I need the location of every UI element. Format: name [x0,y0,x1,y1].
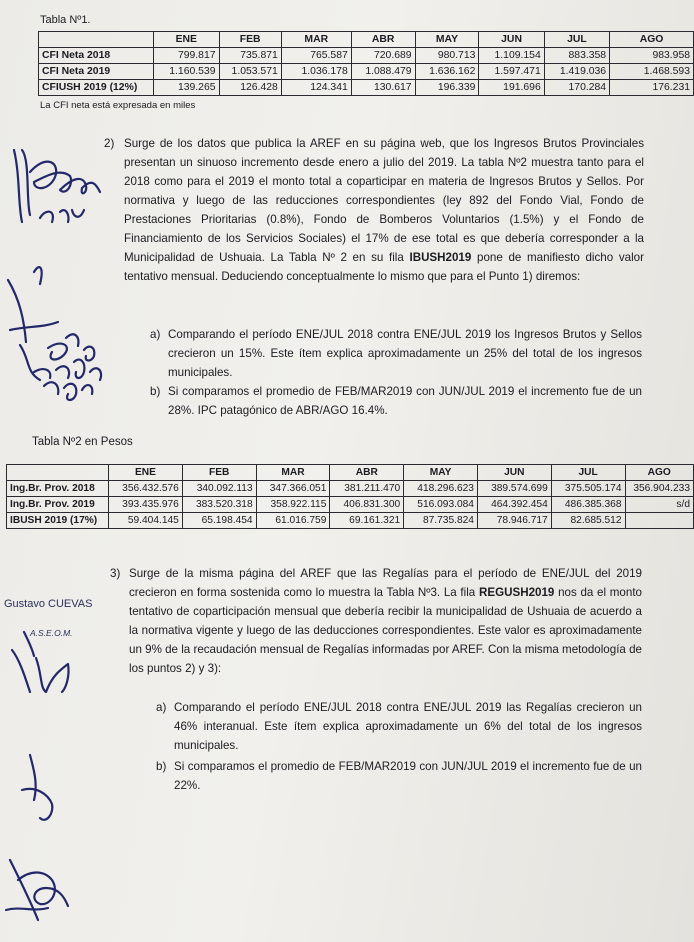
table1-cell: 1.636.162 [415,64,479,80]
table2-header-cell: ABR [330,465,404,481]
table1-header-cell: MAR [281,32,351,48]
table2-cell: 464.392.454 [477,497,551,513]
table1-header-cell: JUL [544,32,609,48]
table2-cell: 486.385.368 [551,497,625,513]
table2-header-cell: JUL [551,465,625,481]
table2-row-label: IBUSH 2019 (17%) [7,513,109,529]
table1-cell: 1.036.178 [281,64,351,80]
table1-cell: 883.358 [544,48,609,64]
table1-cell: 765.587 [281,48,351,64]
table2-cell: 381.211.470 [330,481,404,497]
table1-cell: 735.871 [219,48,281,64]
table2-header-cell: MAY [404,465,478,481]
table2-header-cell: FEB [182,465,256,481]
table1-cell: 196.339 [415,80,479,96]
table1-cell: 130.617 [351,80,415,96]
table1-row-label: CFIUSH 2019 (12%) [39,80,154,96]
table2-cell: s/d [625,497,693,513]
section2-number: 2) [104,137,115,150]
section3-number: 3) [110,567,121,580]
table1-header-cell: FEB [219,32,281,48]
table1-caption: Tabla Nº1. [40,14,91,26]
table2-cell: 340.092.113 [182,481,256,497]
handwritten-note-left [10,322,101,400]
table2-cell: 87.735.824 [404,513,478,529]
table2-row-label: Ing.Br. Prov. 2019 [7,497,109,513]
table1-header-cell: JUN [479,32,544,48]
stamp-name: Gustavo CUEVAS [4,598,93,610]
section2-keyword: IBUSH2019 [409,251,472,264]
signature-top-left [8,150,100,342]
table1-cell: 1.468.593 [610,64,694,80]
table2-header-cell: AGO [625,465,693,481]
table2-header-cell: ENE [109,465,183,481]
table2-row-label: Ing.Br. Prov. 2018 [7,481,109,497]
table2-cell: 59.404.145 [109,513,183,529]
table1-header-cell: ABR [351,32,415,48]
section3-body: Surge de la misma página del AREF que las Regalías para el período de ENE/JUL del 2019 crecieron en forma sostenida como lo muestra la Tabla Nº3. La fila REGUSH2019 nos da el monto tentativo de coparticipación mensual que debería recibir la municipalidad de Ushuaia de acuerdo a la normativa vigente y luego de las deducciones correspondientes. Este valor es aproximadamente un 9% de la recaudación mensual de Regalías informadas por AREF. Con la misma metodología de los puntos 2) y 3): [129,567,642,675]
signature-bottom-left [6,755,68,920]
table1-cell: 176.231 [610,80,694,96]
signature-middle-left [12,632,69,692]
table2-cell: 356.904.233 [625,481,693,497]
table2-caption: Tabla Nº2 en Pesos [32,436,133,448]
table1-cell: 720.689 [351,48,415,64]
table1-cell: 1.597.471 [479,64,544,80]
table1-cell: 126.428 [219,80,281,96]
table1-cell: 1.109.154 [479,48,544,64]
section2-item-b: b) Si comparamos el promedio de FEB/MAR2019 con JUN/JUL 2019 el incremento fue de un 28%. IPC patagónico de ABR/AGO 16.4%. [150,385,642,417]
table2-cell: 347.366.051 [256,481,330,497]
table2-cell: 516.093.084 [404,497,478,513]
table1-cell: 1.419.036 [544,64,609,80]
section2-body: Surge de los datos que publica la AREF en su página web, que los Ingresos Brutos Provinciales presentan un sinuoso incremento desde enero a julio del 2019. La tabla Nº2 muestra tanto para el 2018 como para el 2019 el monto total a coparticipar en materia de Ingresos Brutos y Sellos. Por normativa y luego de las reducciones correspondientes (ley 892 del Fondo Vial, Fondo de Prestaciones Prioritarias (0.8%), Fondo de Bomberos Voluntarios (1.5%) y el Fondo de Financiamiento de los Servicios Sociales) el 17% de ese total es que debería corresponder a la Municipalidad de Ushuaia. La Tabla Nº 2 en su fila IBUSH2019 pone de manifiesto dicho valor tentativo mensual. Deduciendo conceptualmente lo mismo que para el Punto 1) diremos: [124,137,644,283]
table1-cell: 124.341 [281,80,351,96]
table1-note: La CFI neta está expresada en miles [40,100,196,111]
table1-cell: 799.817 [154,48,219,64]
table1-row-label: CFI Neta 2018 [39,48,154,64]
table1-cell: 191.696 [479,80,544,96]
table1-header-cell: ENE [154,32,219,48]
table2-cell: 358.922.115 [256,497,330,513]
table1-cell: 139.265 [154,80,219,96]
table2-cell: 389.574.699 [477,481,551,497]
table2-cell: 393.435.976 [109,497,183,513]
table1-row-label: CFI Neta 2019 [39,64,154,80]
table1-cell: 980.713 [415,48,479,64]
table2-header-cell: MAR [256,465,330,481]
table1-cell: 1.088.479 [351,64,415,80]
table1-cell: 1.053.571 [219,64,281,80]
table1-cell: 170.284 [544,80,609,96]
table2-cell: 61.016.759 [256,513,330,529]
section3-keyword: REGUSH2019 [478,586,555,599]
stamp-org: A.S.E.O.M. [30,628,73,638]
table2-cell: 375.505.174 [551,481,625,497]
section3-item-b: b) Si comparamos el promedio de FEB/MAR2019 con JUN/JUL 2019 el incremento fue de un 22%. [156,760,642,792]
section2-item-a: a) Comparando el período ENE/JUL 2018 contra ENE/JUL 2019 los Ingresos Brutos y Sellos crecieron un 15%. Este ítem explica aproximadamente un 25% del total de los ingresos municipales. [150,328,642,379]
table2-cell: 65.198.454 [182,513,256,529]
table2-header-cell: JUN [477,465,551,481]
table2-cell: 356.432.576 [109,481,183,497]
table2-cell: 69.161.321 [330,513,404,529]
section3-item-a: a) Comparando el período ENE/JUL 2018 contra ENE/JUL 2019 las Regalías crecieron un 46% interanual. Este ítem explica aproximadamente un 6% del total de los ingresos municipales. [156,701,642,752]
table2-cell: 82.685.512 [551,513,625,529]
table1-cell: 983.958 [610,48,694,64]
table2-cell: 383.520.318 [182,497,256,513]
table1-header-cell: MAY [415,32,479,48]
table1-header-cell: AGO [610,32,694,48]
table2-cell: 418.296.623 [404,481,478,497]
table2-cell: 406.831.300 [330,497,404,513]
table1-cell: 1.160.539 [154,64,219,80]
table2-cell: 78.946.717 [477,513,551,529]
